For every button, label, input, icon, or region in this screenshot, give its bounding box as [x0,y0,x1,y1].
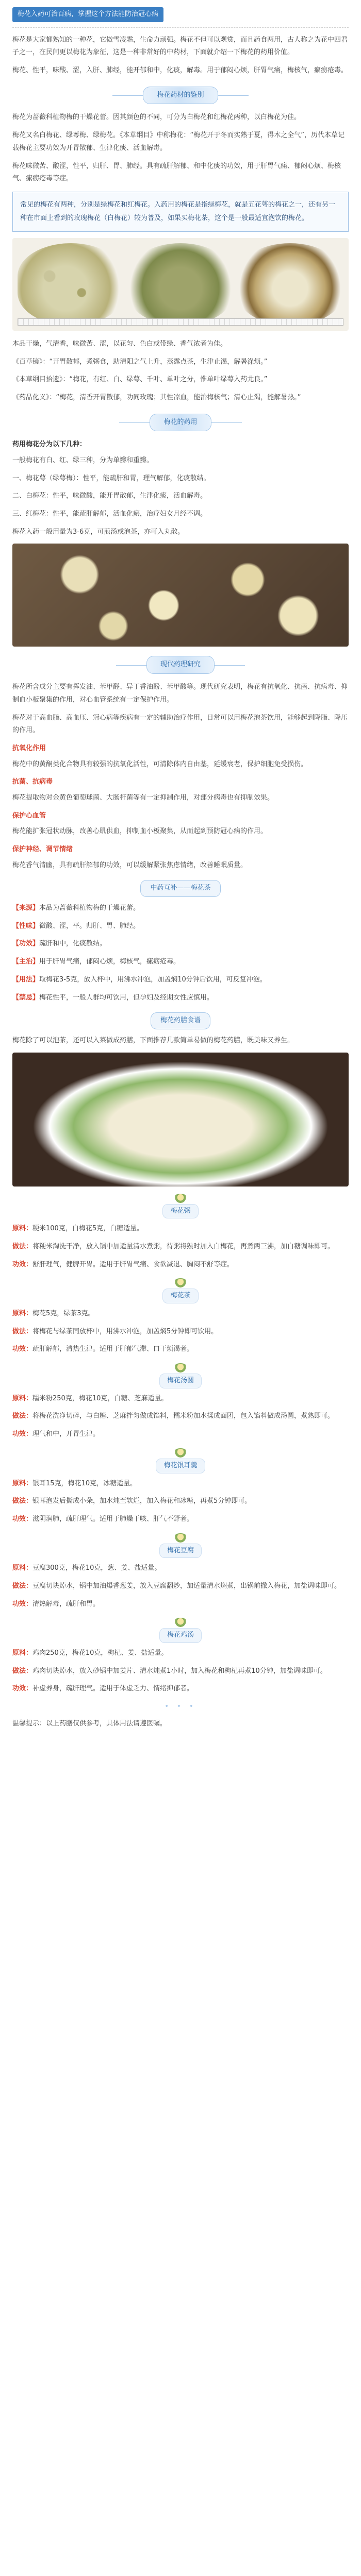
footer-note: 温馨提示：以上药膳仅供参考，具体用法请遵医嘱。 [12,1719,167,1727]
plum-flower-icon [12,1363,349,1372]
recipe-title: 梅花鸡汤 [12,1628,349,1643]
body-paragraph: 梅花又名白梅花、绿萼梅、绿梅花。《本草纲目》中称梅花：“梅花开于冬而实熟于夏，得木之全气”，历代本草记载梅花主要功效为开胃散郁、生津化痰、活血解毒。 [12,131,344,152]
body-paragraph: 三、红梅花：性平，能疏肝解郁，活血化瘀，治疗妇女月经不调。 [12,510,207,518]
recipe-method: 做法：将梅花洗净切碎，与白糖、芝麻拌匀做成馅料，糯米粉加水揉成面团，包入馅料做成汤圆，煮熟即可。 [12,1412,335,1420]
section-title: 梅花药材的鉴别 [143,87,218,105]
plum-flower-icon [12,1194,349,1203]
subsection-title: 保护神经、调节情绪 [12,845,73,853]
body-paragraph: 《药品化义》：“梅花，清香开胃散郁，功同玫瑰；其性凉血，能治梅核气；清心止渴，能解暑热。” [12,393,301,401]
section-title: 现代药理研究 [146,656,215,674]
plum-flower-icon [12,1618,349,1627]
plum-flower-icon [12,1533,349,1543]
article-title: 梅花入药可治百病，掌握这个方法能防治冠心病 [12,7,163,22]
recipe-effect: 功效：补虚养身，疏肝理气。适用于体虚乏力、情绪抑郁者。 [12,1685,194,1693]
intro-paragraph: 梅花、性平，味酸、涩，入肝、肺经，能开郁和中，化痰，解毒。用于郁闷心烦，肝胃气痛，梅核气，瘰疬疮毒。 [12,66,348,75]
body-paragraph: 梅花为蔷薇科植物梅的干燥花蕾。因其颜色的不同，可分为白梅花和红梅花两种，以白梅花为佳。 [12,113,301,122]
recipe-method: 做法：将梅花与绿茶同放杯中，用沸水冲泡，加盖焖5分钟即可饮用。 [12,1327,218,1335]
red-plum-pile [237,243,343,326]
recipe-effect: 功效：滋阴润肺，疏肝理气。适用于肺燥干咳、肝气不舒者。 [12,1515,194,1523]
recipe-title: 梅花粥 [12,1204,349,1219]
section-banner [12,656,349,674]
sub-banner [12,1012,349,1029]
recipe-title: 梅花银耳羹 [12,1459,349,1473]
divider [12,27,349,28]
recipe-method: 做法：豆腐切块焯水，锅中加油爆香葱姜，放入豆腐翻炒，加适量清水焖煮，出锅前撒入梅花，加盐调味即可。 [12,1582,341,1590]
body-paragraph: 梅花提取物对金黄色葡萄球菌、大肠杆菌等有一定抑制作用，对部分病毒也有抑制效果。 [12,793,274,802]
recipe-material: 原料：粳米100克，白梅花5克，白糖适量。 [12,1225,144,1233]
info-line: 【来源】本品为蔷薇科植物梅的干燥花蕾。 [12,904,140,912]
body-paragraph: 梅花除了可以泡茶，还可以入菜做成药膳，下面推荐几款简单易做的梅花药膳，既美味又养生。 [12,1036,294,1044]
info-line: 【用法】取梅花3-5克，放入杯中，用沸水冲泡，加盖焖10分钟后饮用，可反复冲泡。 [12,975,267,984]
herb-photo-three-types [12,238,349,331]
subsection-title: 药用梅花分为以下几种： [12,440,87,449]
recipe-method: 做法：银耳泡发后撕成小朵，加水炖至软烂，加入梅花和冰糖，再煮5分钟即可。 [12,1497,252,1505]
divider-dots: • • • [165,1703,196,1711]
section-title: 梅花药膳食谱 [151,1012,210,1029]
body-paragraph: 梅花味微苦、酸涩，性平，归肝、胃、肺经。具有疏肝解郁、和中化痰的功效，用于肝胃气痛、郁闷心烦、梅核气、瘰疬疮毒等症。 [12,162,341,183]
sub-banner [12,880,349,897]
body-paragraph: 《本草纲目拾遗》：“梅花，有红、白、绿萼、千叶、单叶之分，惟单叶绿萼入药尤良。” [12,376,268,384]
subsection-title: 保护心血管 [12,811,46,820]
recipe-effect: 功效：疏肝解郁，清热生津。适用于肝郁气滞、口干烦渴者。 [12,1345,194,1353]
article-header [12,0,349,25]
section-banner [12,414,349,432]
recipe-title: 梅花茶 [12,1289,349,1303]
section-banner [12,87,349,105]
dried-flowers-photo [12,544,349,647]
body-paragraph: 二、白梅花：性平，味微酸，能开胃散郁，生津化痰，活血解毒。 [12,492,207,500]
recipe-material: 原料：银耳15克，梅花10克，冰糖适量。 [12,1479,137,1487]
plum-flower-icon [12,1448,349,1458]
recipe-material: 原料：豆腐300克，梅花10克，葱、姜、盐适量。 [12,1564,161,1572]
body-paragraph: 梅花对于高血脂、高血压、冠心病等疾病有一定的辅助治疗作用，日常可以用梅花泡茶饮用，能够起到降脂、降压的作用。 [12,714,348,735]
subsection-title: 抗菌、抗病毒 [12,778,53,786]
section-title: 梅花的药用 [150,414,211,432]
white-plum-pile [18,243,124,326]
recipe-title: 梅花豆腐 [12,1544,349,1558]
body-paragraph: 梅花所含成分主要有挥发油、苯甲醛、异丁香油酚、苯甲酸等。现代研究表明，梅花有抗氧化、抗菌、抗病毒、抑制血小板聚集的作用，对心血管系统有一定保护作用。 [12,683,348,704]
recipe-effect: 功效：理气和中，开胃生津。 [12,1430,100,1438]
recipe-effect: 功效：清热解毒，疏肝和胃。 [12,1600,100,1608]
quote-box: 常见的梅花有两种，分别是绿梅花和红梅花。入药用的梅花是指绿梅花，就是五花萼的梅花之一，还有另一种在市面上看到的玫瑰梅花（白梅花）较为普及，如果买梅花茶，这个是一般最适宜泡饮的梅花。 [12,192,349,232]
section-title: 中药互补——梅花茶 [140,880,220,897]
info-line: 【主治】用于肝胃气痛，郁闷心烦，梅核气，瘰疬疮毒。 [12,958,180,966]
body-paragraph: 一般梅花有白、红、绿三种，分为单瓣和重瓣。 [12,456,154,464]
body-paragraph: 《百草镜》：“开胃散郁，煮粥食，助清阳之气上升，蒸露点茶，生津止渴，解暑涤烦。” [12,358,268,366]
recipe-material: 原料：糯米粉250克，梅花10克，白糖、芝麻适量。 [12,1394,168,1402]
body-paragraph: 梅花香气清幽，具有疏肝解郁的功效，可以缓解紧张焦虑情绪，改善睡眠质量。 [12,861,248,869]
body-paragraph: 梅花能扩张冠状动脉，改善心肌供血，抑制血小板聚集，从而起到预防冠心病的作用。 [12,827,268,836]
info-line: 【功效】疏肝和中，化痰散结。 [12,940,107,948]
green-plum-pile [127,243,234,326]
ruler-graphic [18,318,343,326]
info-line: 【性味】微酸、涩，平。归肝、胃、肺经。 [12,922,140,930]
info-line: 【禁忌】梅花性平，一般人群均可饮用，但孕妇及经期女性应慎用。 [12,993,214,1002]
body-paragraph: 梅花中的黄酮类化合物具有较强的抗氧化活性，可清除体内自由基，延缓衰老，保护细胞免受损伤。 [12,760,308,768]
recipe-effect: 功效：舒肝理气，健脾开胃。适用于肝胃气痛、食欲减退、胸闷不舒等症。 [12,1260,234,1268]
subsection-title: 抗氧化作用 [12,744,46,752]
intro-paragraph: 梅花是大家都熟知的一种花，它傲雪凌霜，生命力顽强。梅花不但可以观赏，而且药食两用，古人称之为花中四君子之一，在民间更以梅花为象征，这是一种非常好的中药材，下面就介绍一下梅花的药用价值。 [12,36,348,57]
body-paragraph: 梅花入药一般用量为3-6克，可煎汤或泡茶，亦可入丸散。 [12,528,185,536]
recipe-method: 做法：将粳米淘洗干净，放入锅中加适量清水煮粥，待粥将熟时加入白梅花，再煮两三沸，加白糖调味即可。 [12,1242,335,1250]
recipe-material: 原料：鸡肉250克，梅花10克，枸杞、姜、盐适量。 [12,1649,168,1657]
recipe-title: 梅花汤圆 [12,1374,349,1388]
recipe-material: 原料：梅花5克，绿茶3克。 [12,1310,95,1317]
body-paragraph: 本品干燥，气清香，味微苦、涩，以花匀、色白或带绿、香气浓者为佳。 [12,340,227,348]
recipe-method: 做法：鸡肉切块焯水，放入砂锅中加姜片、清水炖煮1小时，加入梅花和枸杞再煮10分钟，加盐调味即可。 [12,1667,327,1675]
dish-photo [12,1053,349,1187]
plum-flower-icon [12,1278,349,1287]
body-paragraph: 一、梅花萼（绿萼梅）：性平，能疏肝和胃，理气解郁，化痰散结。 [12,474,210,482]
